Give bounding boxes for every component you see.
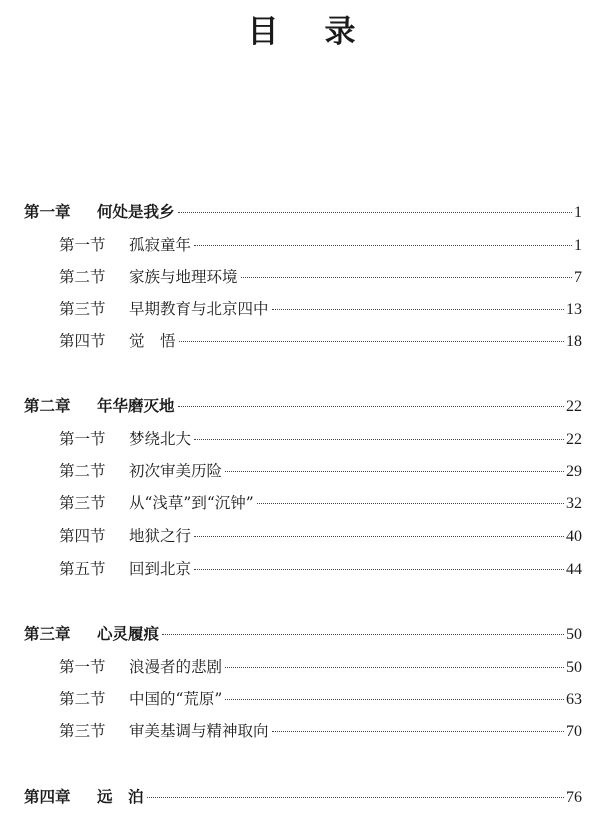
section-number: 第三节 (59, 722, 106, 740)
chapter-title: 心灵履痕 (97, 624, 160, 643)
page-number: 40 (566, 528, 582, 545)
chapter-title: 远 泊 (97, 787, 144, 806)
section-title: 浪漫者的悲剧 (129, 658, 223, 676)
toc-section-3-1[interactable] (59, 655, 582, 679)
page-title (0, 6, 605, 51)
section-number: 第五节 (59, 560, 106, 578)
page-number: 1 (574, 237, 582, 254)
dot-leader (178, 406, 564, 407)
toc-section-3-3[interactable] (59, 719, 582, 743)
page-number: 7 (574, 269, 582, 286)
toc-chapter-2[interactable] (24, 394, 582, 418)
section-number: 第三节 (59, 494, 106, 512)
dot-leader (178, 212, 572, 213)
toc-section-2-2[interactable] (59, 459, 582, 483)
dot-leader (272, 731, 564, 732)
dot-leader (225, 667, 564, 668)
toc-section-2-3[interactable] (59, 491, 582, 515)
section-title: 早期教育与北京四中 (129, 300, 269, 318)
page-number: 50 (566, 659, 582, 676)
section-number: 第一节 (59, 658, 106, 676)
chapter-number: 第一章 (24, 202, 71, 221)
page-number: 32 (566, 495, 582, 512)
toc-section-3-2[interactable] (59, 687, 582, 711)
dot-leader (162, 634, 564, 635)
section-title: 中国的“荒原” (129, 690, 223, 708)
toc-section-2-4[interactable] (59, 524, 582, 548)
dot-leader (194, 569, 564, 570)
page-number: 70 (566, 723, 582, 740)
section-title: 孤寂童年 (129, 236, 192, 254)
section-number: 第二节 (59, 462, 106, 480)
dot-leader (147, 797, 564, 798)
chapter-title: 年华磨灭地 (97, 396, 175, 415)
section-title: 地狱之行 (129, 527, 192, 545)
dot-leader (179, 341, 564, 342)
section-number: 第一节 (59, 430, 106, 448)
dot-leader (194, 439, 564, 440)
toc-section-2-1[interactable] (59, 427, 582, 451)
page-number: 18 (566, 333, 582, 350)
section-number: 第一节 (59, 236, 106, 254)
page-number: 44 (566, 561, 582, 578)
page-number: 1 (574, 204, 582, 221)
chapter-number: 第二章 (24, 396, 71, 415)
dot-leader (194, 245, 572, 246)
chapter-number: 第三章 (24, 624, 71, 643)
section-title: 回到北京 (129, 560, 192, 578)
section-title: 家族与地理环境 (129, 268, 238, 286)
page-number: 63 (566, 691, 582, 708)
toc-section-1-4[interactable] (59, 329, 582, 353)
page-number: 29 (566, 463, 582, 480)
section-title: 梦绕北大 (129, 430, 192, 448)
title-char-2: 录 (324, 14, 358, 50)
section-title: 从“浅草”到“沉钟” (129, 494, 254, 512)
section-title: 觉 悟 (129, 332, 176, 350)
section-number: 第二节 (59, 268, 106, 286)
section-number: 第四节 (59, 527, 106, 545)
page-number: 22 (566, 398, 582, 415)
section-title: 审美基调与精神取向 (129, 722, 269, 740)
dot-leader (241, 277, 572, 278)
section-number: 第四节 (59, 332, 106, 350)
toc-section-2-5[interactable] (59, 557, 582, 581)
page-number: 50 (566, 626, 582, 643)
chapter-title: 何处是我乡 (97, 202, 175, 221)
toc-chapter-1[interactable] (24, 200, 582, 224)
toc-section-1-2[interactable] (59, 265, 582, 289)
toc-section-1-1[interactable] (59, 233, 582, 257)
section-number: 第二节 (59, 690, 106, 708)
title-char-1: 目 (247, 14, 281, 50)
dot-leader (225, 699, 564, 700)
toc-chapter-3[interactable] (24, 622, 582, 646)
dot-leader (257, 503, 564, 504)
dot-leader (194, 536, 564, 537)
page-number: 22 (566, 431, 582, 448)
toc-chapter-4[interactable] (24, 785, 582, 809)
section-number: 第三节 (59, 300, 106, 318)
section-title: 初次审美历险 (129, 462, 223, 480)
page-number: 76 (566, 789, 582, 806)
page-number: 13 (566, 301, 582, 318)
dot-leader (272, 309, 564, 310)
dot-leader (225, 471, 564, 472)
toc-section-1-3[interactable] (59, 297, 582, 321)
chapter-number: 第四章 (24, 787, 71, 806)
